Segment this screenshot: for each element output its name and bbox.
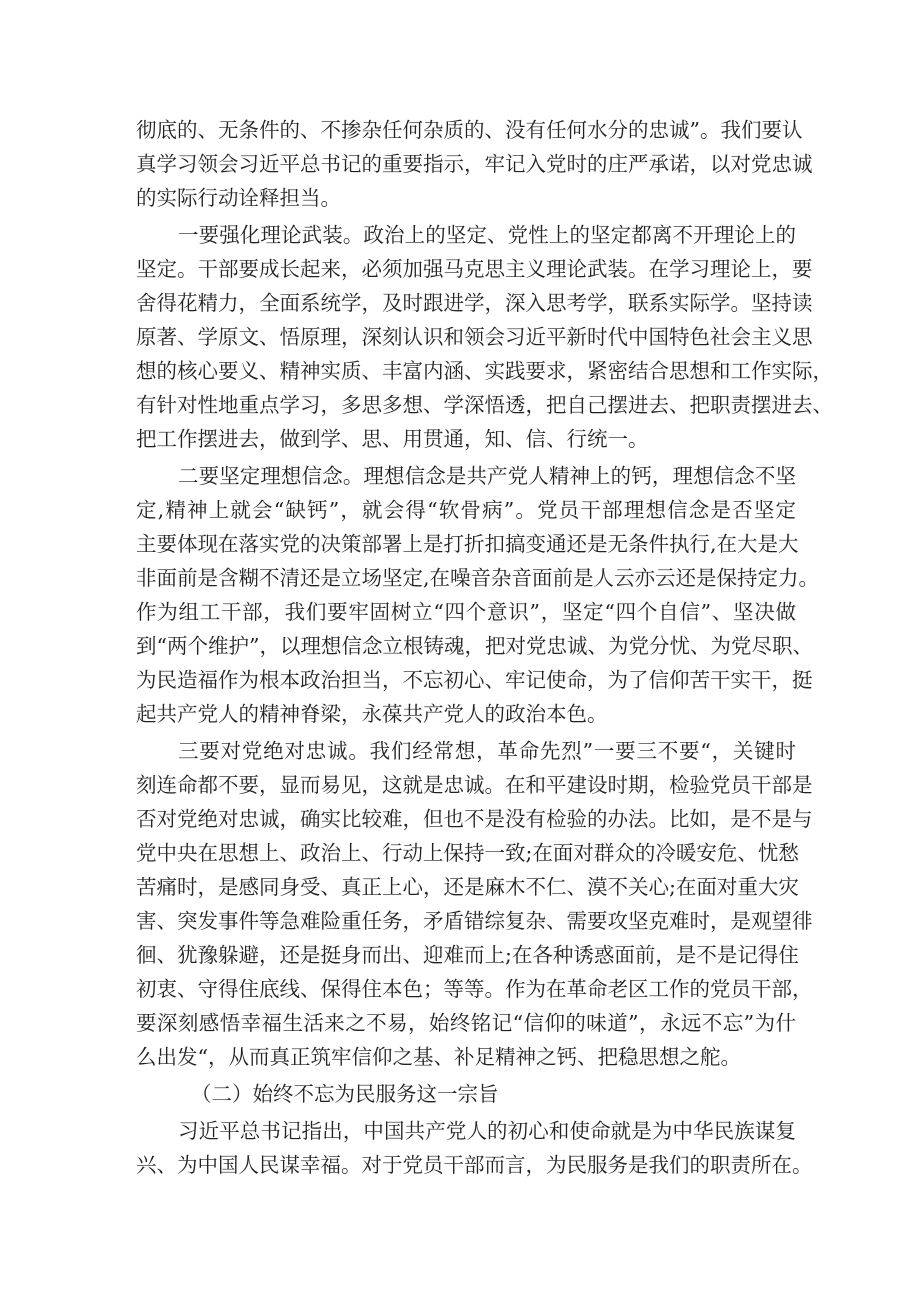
- paragraph-line: 想的核心要义、精神实质、丰富内涵、实践要求，紧密结合思想和工作实际，: [136, 359, 833, 383]
- section-heading: （二）始终不忘为民服务这一宗旨: [191, 1082, 499, 1106]
- paragraph-line: 刻连命都不要，显而易见，这就是忠诚。在和平建设时期，检验党员干部是: [136, 773, 813, 797]
- paragraph-line: 为民造福作为根本政治担当，不忘初心、牢记使命，为了信仰苦干实干，挺: [136, 668, 813, 692]
- paragraph-line: 彻底的、无条件的、不掺杂任何杂质的、没有任何水分的忠诚”。我们要认: [136, 118, 803, 142]
- paragraph-line: 的实际行动诠释担当。: [136, 186, 341, 210]
- paragraph-line: 一要强化理论武装。政治上的坚定、党性上的坚定都离不开理论上的: [178, 223, 796, 247]
- paragraph-line: 定,精神上就会“缺钙”，就会得“软骨病”。党员干部理想信念是否坚定: [136, 498, 796, 522]
- paragraph-line: 兴、为中国人民谋幸福。对于党员干部而言，为民服务是我们的职责所在。: [136, 1153, 813, 1177]
- paragraph-line: 三要对党绝对忠诚。我们经常想，革命先烈”一要三不要“，关键时: [178, 739, 796, 763]
- paragraph-line: 习近平总书记指出，中国共产党人的初心和使命就是为中华民族谋复: [178, 1119, 796, 1143]
- paragraph-line: 真学习领会习近平总书记的重要指示，牢记入党时的庄严承诺，以对党忠诚: [136, 152, 813, 176]
- paragraph-line: 苦痛时，是感同身受、真正上心，还是麻木不仁、漠不关心;在面对重大灾: [136, 875, 799, 899]
- paragraph-line: 把工作摆进去，做到学、思、用贯通，知、信、行统一。: [136, 427, 649, 451]
- paragraph-line: 否对党绝对忠诚，确实比较难，但也不是没有检验的办法。比如，是不是与: [136, 807, 813, 831]
- paragraph-line: 到“两个维护”，以理想信念立根铸魂，把对党忠诚、为党分忧、为党尽职、: [136, 634, 813, 658]
- paragraph-line: 有针对性地重点学习，多思多想、学深悟透，把自己摆进去、把职责摆进去、: [136, 393, 833, 417]
- paragraph-line: 二要坚定理想信念。理想信念是共产党人精神上的钙，理想信念不坚: [178, 464, 796, 488]
- paragraph-line: 坚定。干部要成长起来，必须加强马克思主义理论武装。在学习理论上，要: [136, 257, 813, 281]
- paragraph-line: 徊、犹豫躲避，还是挺身而出、迎难而上;在各种诱惑面前，是不是记得住: [136, 943, 799, 967]
- paragraph-line: 初衷、守得住底线、保得住本色；等等。作为在革命老区工作的党员干部，: [136, 977, 813, 1001]
- paragraph-line: 要深刻感悟幸福生活来之不易，始终铭记“信仰的味道”，永远不忘”为什: [136, 1011, 796, 1035]
- paragraph-line: 作为组工干部，我们要牢固树立“四个意识”，坚定“四个自信”、坚决做: [136, 600, 796, 624]
- paragraph-line: 么出发“，从而真正筑牢信仰之基、补足精神之钙、把稳思想之舵。: [136, 1045, 741, 1069]
- paragraph-line: 非面前是含糊不清还是立场坚定,在噪音杂音面前是人云亦云还是保持定力。: [136, 566, 820, 590]
- paragraph-line: 害、突发事件等急难险重任务，矛盾错综复杂、需要攻坚克难时，是观望徘: [136, 909, 813, 933]
- paragraph-line: 舍得花精力，全面系统学，及时跟进学，深入思考学，联系实际学。坚持读: [136, 291, 813, 315]
- paragraph-line: 党中央在思想上、政治上、行动上保持一致;在面对群众的冷暖安危、忧愁: [136, 841, 799, 865]
- paragraph-line: 起共产党人的精神脊梁，永葆共产党人的政治本色。: [136, 702, 608, 726]
- paragraph-line: 主要体现在落实党的决策部署上是打折扣搞变通还是无条件执行,在大是大: [136, 532, 799, 556]
- paragraph-line: 原著、学原文、悟原理，深刻认识和领会习近平新时代中国特色社会主义思: [136, 325, 813, 349]
